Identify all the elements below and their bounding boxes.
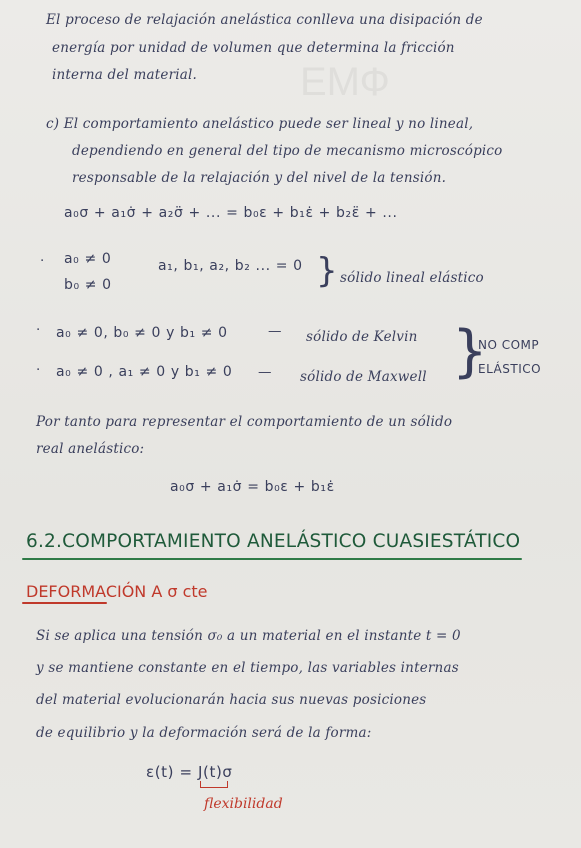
bullet-kelvin: · — [36, 322, 41, 338]
section-c-line-1: c) El comportamiento anelástico puede ser lineal y no lineal, — [46, 116, 474, 132]
kelvin-dash: — — [268, 323, 282, 339]
bullet-maxwell: · — [36, 362, 41, 378]
section-heading: 6.2.COMPORTAMIENTO ANELÁSTICO CUASIESTÁTICO — [26, 531, 521, 552]
elastic-condition-a: a₀ ≠ 0 — [64, 251, 112, 267]
subsection-heading-underline — [22, 602, 107, 604]
bullet-elastic: · — [40, 253, 45, 269]
section-heading-underline — [22, 558, 522, 560]
subsection-heading: DEFORMACIÓN A σ cte — [26, 582, 208, 601]
final-line-3: del material evolucionarán hacia sus nuevas posiciones — [36, 692, 427, 708]
non-elastic-brace: } — [452, 319, 488, 384]
final-line-4: de equilibrio y la deformación será de la forma: — [36, 725, 372, 741]
conclusion-line-2: real anelástico: — [36, 441, 145, 457]
compliance-underbrace — [200, 781, 228, 788]
bleed-through-texture: ЕМФ — [300, 60, 390, 104]
side-label-line-2: ELÁSTICO — [478, 362, 542, 376]
anelastic-equation: a₀σ + a₁σ̇ = b₀ε + b₁ε̇ — [170, 479, 335, 495]
elastic-zero-coefficients: a₁, b₁, a₂, b₂ ... = 0 — [158, 258, 303, 274]
maxwell-result: sólido de Maxwell — [300, 369, 427, 385]
section-c-line-3: responsable de la relajación y del nivel de la tensión. — [72, 170, 447, 186]
side-label-line-1: NO COMP — [478, 338, 540, 352]
maxwell-dash: — — [258, 364, 272, 380]
kelvin-conditions: a₀ ≠ 0, b₀ ≠ 0 y b₁ ≠ 0 — [56, 325, 228, 341]
compliance-equation: ε(t) = J(t)σ — [146, 763, 233, 781]
intro-line-2: energía por unidad de volumen que determina la fricción — [52, 40, 455, 56]
kelvin-result: sólido de Kelvin — [306, 329, 418, 345]
elastic-brace: } — [316, 251, 338, 291]
elastic-condition-b: b₀ ≠ 0 — [64, 277, 112, 293]
final-line-1: Si se aplica una tensión σ₀ a un material en el instante t = 0 — [36, 628, 461, 644]
elastic-result: sólido lineal elástico — [340, 270, 484, 286]
compliance-label: flexibilidad — [204, 796, 283, 812]
conclusion-line-1: Por tanto para representar el comportamiento de un sólido — [36, 414, 453, 430]
maxwell-conditions: a₀ ≠ 0 , a₁ ≠ 0 y b₁ ≠ 0 — [56, 364, 233, 380]
intro-line-1: El proceso de relajación anelástica conlleva una disipación de — [46, 12, 483, 28]
final-line-2: y se mantiene constante en el tiempo, las variables internas — [36, 660, 459, 676]
section-c-line-2: dependiendo en general del tipo de mecanismo microscópico — [72, 143, 503, 159]
intro-line-3: interna del material. — [52, 67, 198, 83]
general-equation: a₀σ + a₁σ̇ + a₂σ̈ + ... = b₀ε + b₁ε̇ + b₂ε̈ + ... — [64, 205, 398, 221]
